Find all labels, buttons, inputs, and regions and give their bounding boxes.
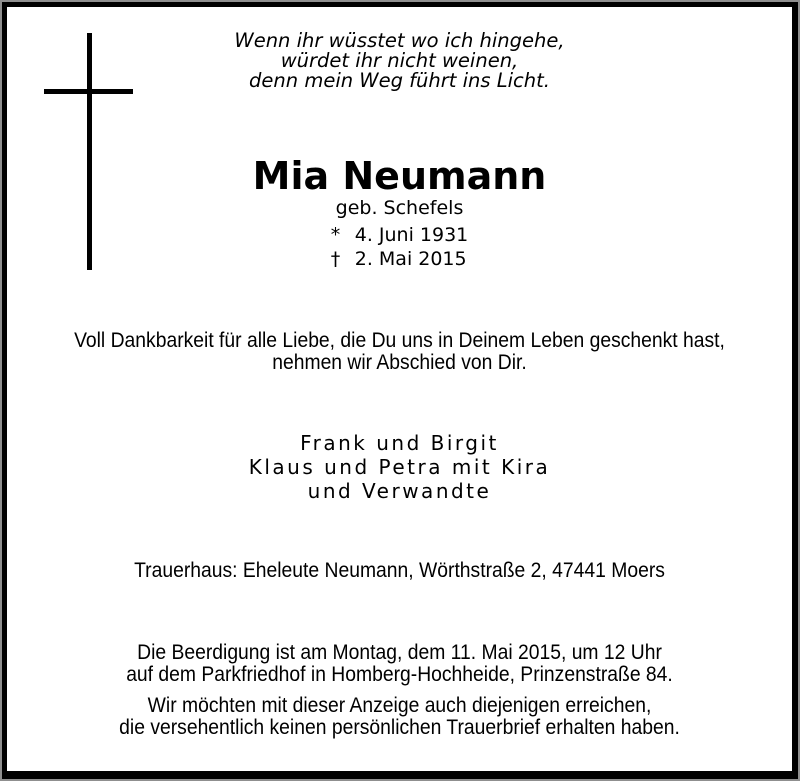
- mourners-list: [7, 431, 792, 503]
- funeral-line: auf dem Parkfriedhof in Homberg-Hochheide, Prinzenstraße 84.: [126, 663, 673, 686]
- note-line: Wir möchten mit dieser Anzeige auch diejenigen erreichen,: [147, 694, 652, 717]
- verse-line: würdet ihr nicht weinen,: [280, 49, 519, 72]
- life-dates: [7, 223, 792, 271]
- mourners-line: und Verwandte: [307, 479, 492, 503]
- born-asterisk-symbol: *: [330, 224, 341, 246]
- funeral-line: Die Beerdigung ist am Montag, dem 11. Mai 2015, um 12 Uhr: [137, 641, 662, 664]
- tribute-text: [7, 330, 792, 374]
- mourners-line: Klaus und Petra mit Kira: [248, 455, 551, 479]
- mourners-line: Frank und Birgit: [300, 431, 499, 455]
- tribute-line: Voll Dankbarkeit für alle Liebe, die Du uns in Deinem Leben geschenkt hast,: [74, 329, 725, 352]
- death-row: [331, 247, 469, 271]
- verse-line: denn mein Weg führt ins Licht.: [249, 69, 550, 92]
- note-line: die versehentlich keinen persönlichen Trauerbrief erhalten haben.: [119, 716, 680, 739]
- obituary-card: [2, 2, 798, 779]
- verse-line: Wenn ihr wüsstet wo ich hingehe,: [234, 29, 565, 52]
- died-dagger-symbol: †: [330, 248, 341, 270]
- death-date: 2. Mai 2015: [354, 248, 467, 270]
- birth-row: [331, 223, 469, 247]
- memorial-verse: [7, 31, 792, 91]
- maiden-name: geb. Schefels: [335, 197, 464, 219]
- birth-date: 4. Juni 1931: [354, 224, 469, 246]
- mourning-house-line: Trauerhaus: Eheleute Neumann, Wörthstraße 2, 47441 Moers: [134, 559, 665, 582]
- deceased-name: Mia Neumann: [252, 154, 547, 198]
- tribute-line: nehmen wir Abschied von Dir.: [272, 351, 527, 374]
- apology-note: [7, 695, 792, 739]
- life-dates-block: [331, 223, 469, 271]
- funeral-info: [7, 642, 792, 686]
